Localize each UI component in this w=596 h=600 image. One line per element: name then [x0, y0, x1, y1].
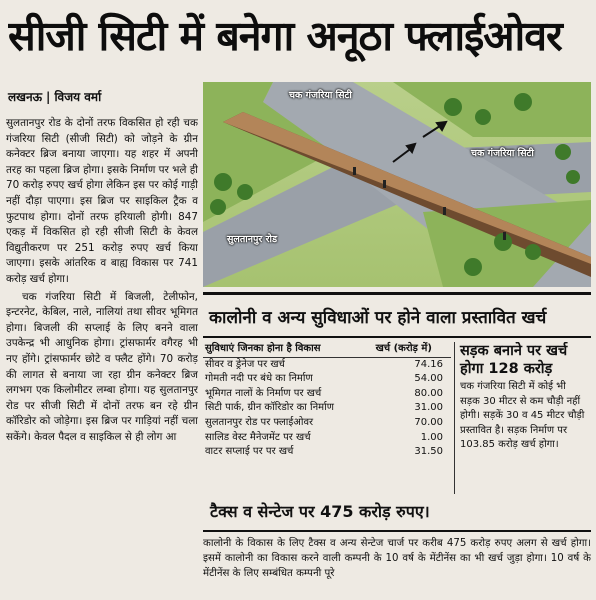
road-cost-text: चक गंजरिया सिटी में कोई भी सड़क 30 मीटर से कम चौड़ी नहीं होगी। सड़कें 30 व 45 मीटर चौड़ी प्रस्तावित है। सड़क निर्माण पर 103.85 करोड़ खर्च होगा।: [460, 381, 585, 450]
table-cell: 74.16: [414, 358, 443, 370]
left-article-column: [6, 116, 198, 600]
table-row: [203, 387, 451, 402]
road-cost-heading: सड़क बनाने पर खर्च होगा 128 करोड़: [460, 343, 568, 377]
table-row: [203, 401, 451, 416]
byline-separator: |: [46, 90, 51, 104]
table-cell: वाटर सप्लाई पर पर खर्च: [205, 446, 294, 458]
article-paragraph-2: चक गंजरिया सिटी में बिजली, टेलीफोन, इन्टरनेट, केबिल, नाले, नालियां तथा सीवर भूमिगत होगा। बिजली की सप्लाई के लिए बनने वाला उपकेन्द्र भी आधुनिक होगा। ट्रांसफार्मर वगैरह भी नए होंगे। ट्रांसफार्मर छोटे व फ्लैट होंगे। 70 करोड़ की लागत से बनाया जा रहा ग्रीन कनेक्टर ब्रिज लगभग एक किलोमीटर लम्बा होगा। यह सुलतानपुर रोड पर सीजी सिटी में दोनों तरफ बन रहे ग्रीन कॉरिडोर को जोड़ेगा। इस ब्रिज पर गाड़ियां नहीं चला सकेंगे। केवल पैदल व साइकिल से ही लोग आ: [6, 290, 198, 443]
tax-text: कालोनी के विकास के लिए टैक्स व अन्य सेन्टेज चार्ज पर करीब 475 करोड़ रुपए अलग से खर्च होगा। इसमें कालोनी का विकास करने वाली कम्पनी के 10 वर्ष के मेंटीनेंस का भी खर्च जुड़ा होगा। 10 वर्ष के मेंटीनेंस के लिए सम्बंधित कम्पनी पूरे: [203, 530, 591, 596]
table-cell: 1.00: [420, 431, 443, 443]
table-row: [203, 372, 451, 387]
headline: सीजी सिटी में बनेगा अनूठा फ्लाईओवर: [8, 12, 562, 60]
facilities-table: [203, 342, 451, 494]
article-paragraph-1: सुलतानपुर रोड के दोनों तरफ विकसित हो रही चक गंजरिया सिटी (सीजी सिटी) को जोड़ने के ग्रीन कनेक्टर ब्रिज बनाया जाएगा। यह शहर में अपनी तरह का पहला ब्रिज होगा। इसके निर्माण पर भले ही 70 करोड़ रुपए खर्च होगा लेकिन इस पर कोई गाड़ी नहीं दौड़ा पाएगा। इस ब्रिज पर साइकिल ट्रैक व फुटपाथ होगा। दोनों तरफ हरियाली होगी। 847 एकड़ में विकसित हो रही सीजी सिटी के केवल विद्युतीकरण पर 251 करोड़ रुपए खर्च किया जाएगा। इसके आंतरिक व बाह्य विकास पर 741 करोड़ खर्च होगा।: [6, 117, 198, 285]
table-row: [203, 357, 451, 372]
table-cell: भूमिगत नालों के निर्माण पर खर्च: [205, 387, 322, 399]
figure-label-top: चक गंजरिया सिटी: [289, 90, 352, 101]
byline-city: लखनऊ: [8, 90, 43, 104]
table-cell: 31.50: [414, 446, 443, 458]
table-row: [203, 431, 451, 446]
table-row: [203, 416, 451, 431]
flyover-drawing: [203, 82, 591, 287]
table-cell: 70.00: [414, 416, 443, 428]
table-cell: 31.00: [414, 402, 443, 414]
byline: [8, 88, 101, 105]
table-row: [203, 445, 451, 460]
road-cost-box: [454, 342, 588, 494]
table-cell: सीवर व ड्रेनेज पर खर्च: [205, 358, 285, 370]
table-cell: सिटी पार्क, ग्रीन कॉरिडोर का निर्माण: [205, 402, 334, 414]
table-header-cost: खर्च (करोड़ में): [374, 342, 451, 357]
tax-heading: टैक्स व सेन्टेज पर 475 करोड़ रुपए।: [210, 502, 430, 521]
figure-label-right: चक गंजरिया सिटी: [471, 148, 534, 159]
figure-label-road: सुलतानपुर रोड: [227, 234, 278, 245]
table-cell: 54.00: [414, 373, 443, 385]
table-cell: सुलतानपुर रोड पर फ्लाईओवर: [205, 416, 314, 428]
table-cell: 80.00: [414, 387, 443, 399]
byline-author: विजय वर्मा: [54, 90, 102, 104]
table-cell: सालिड वेस्ट मैनेजमेंट पर खर्च: [205, 431, 311, 443]
facilities-heading: कालोनी व अन्य सुविधाओं पर होने वाला प्रस्तावित खर्च: [203, 292, 591, 338]
table-cell: गोमती नदी पर बंधे का निर्माण: [205, 373, 313, 385]
table-header-facility: सुविधाएं जिनका होना है विकास: [203, 342, 374, 357]
flyover-illustration: [203, 82, 591, 287]
